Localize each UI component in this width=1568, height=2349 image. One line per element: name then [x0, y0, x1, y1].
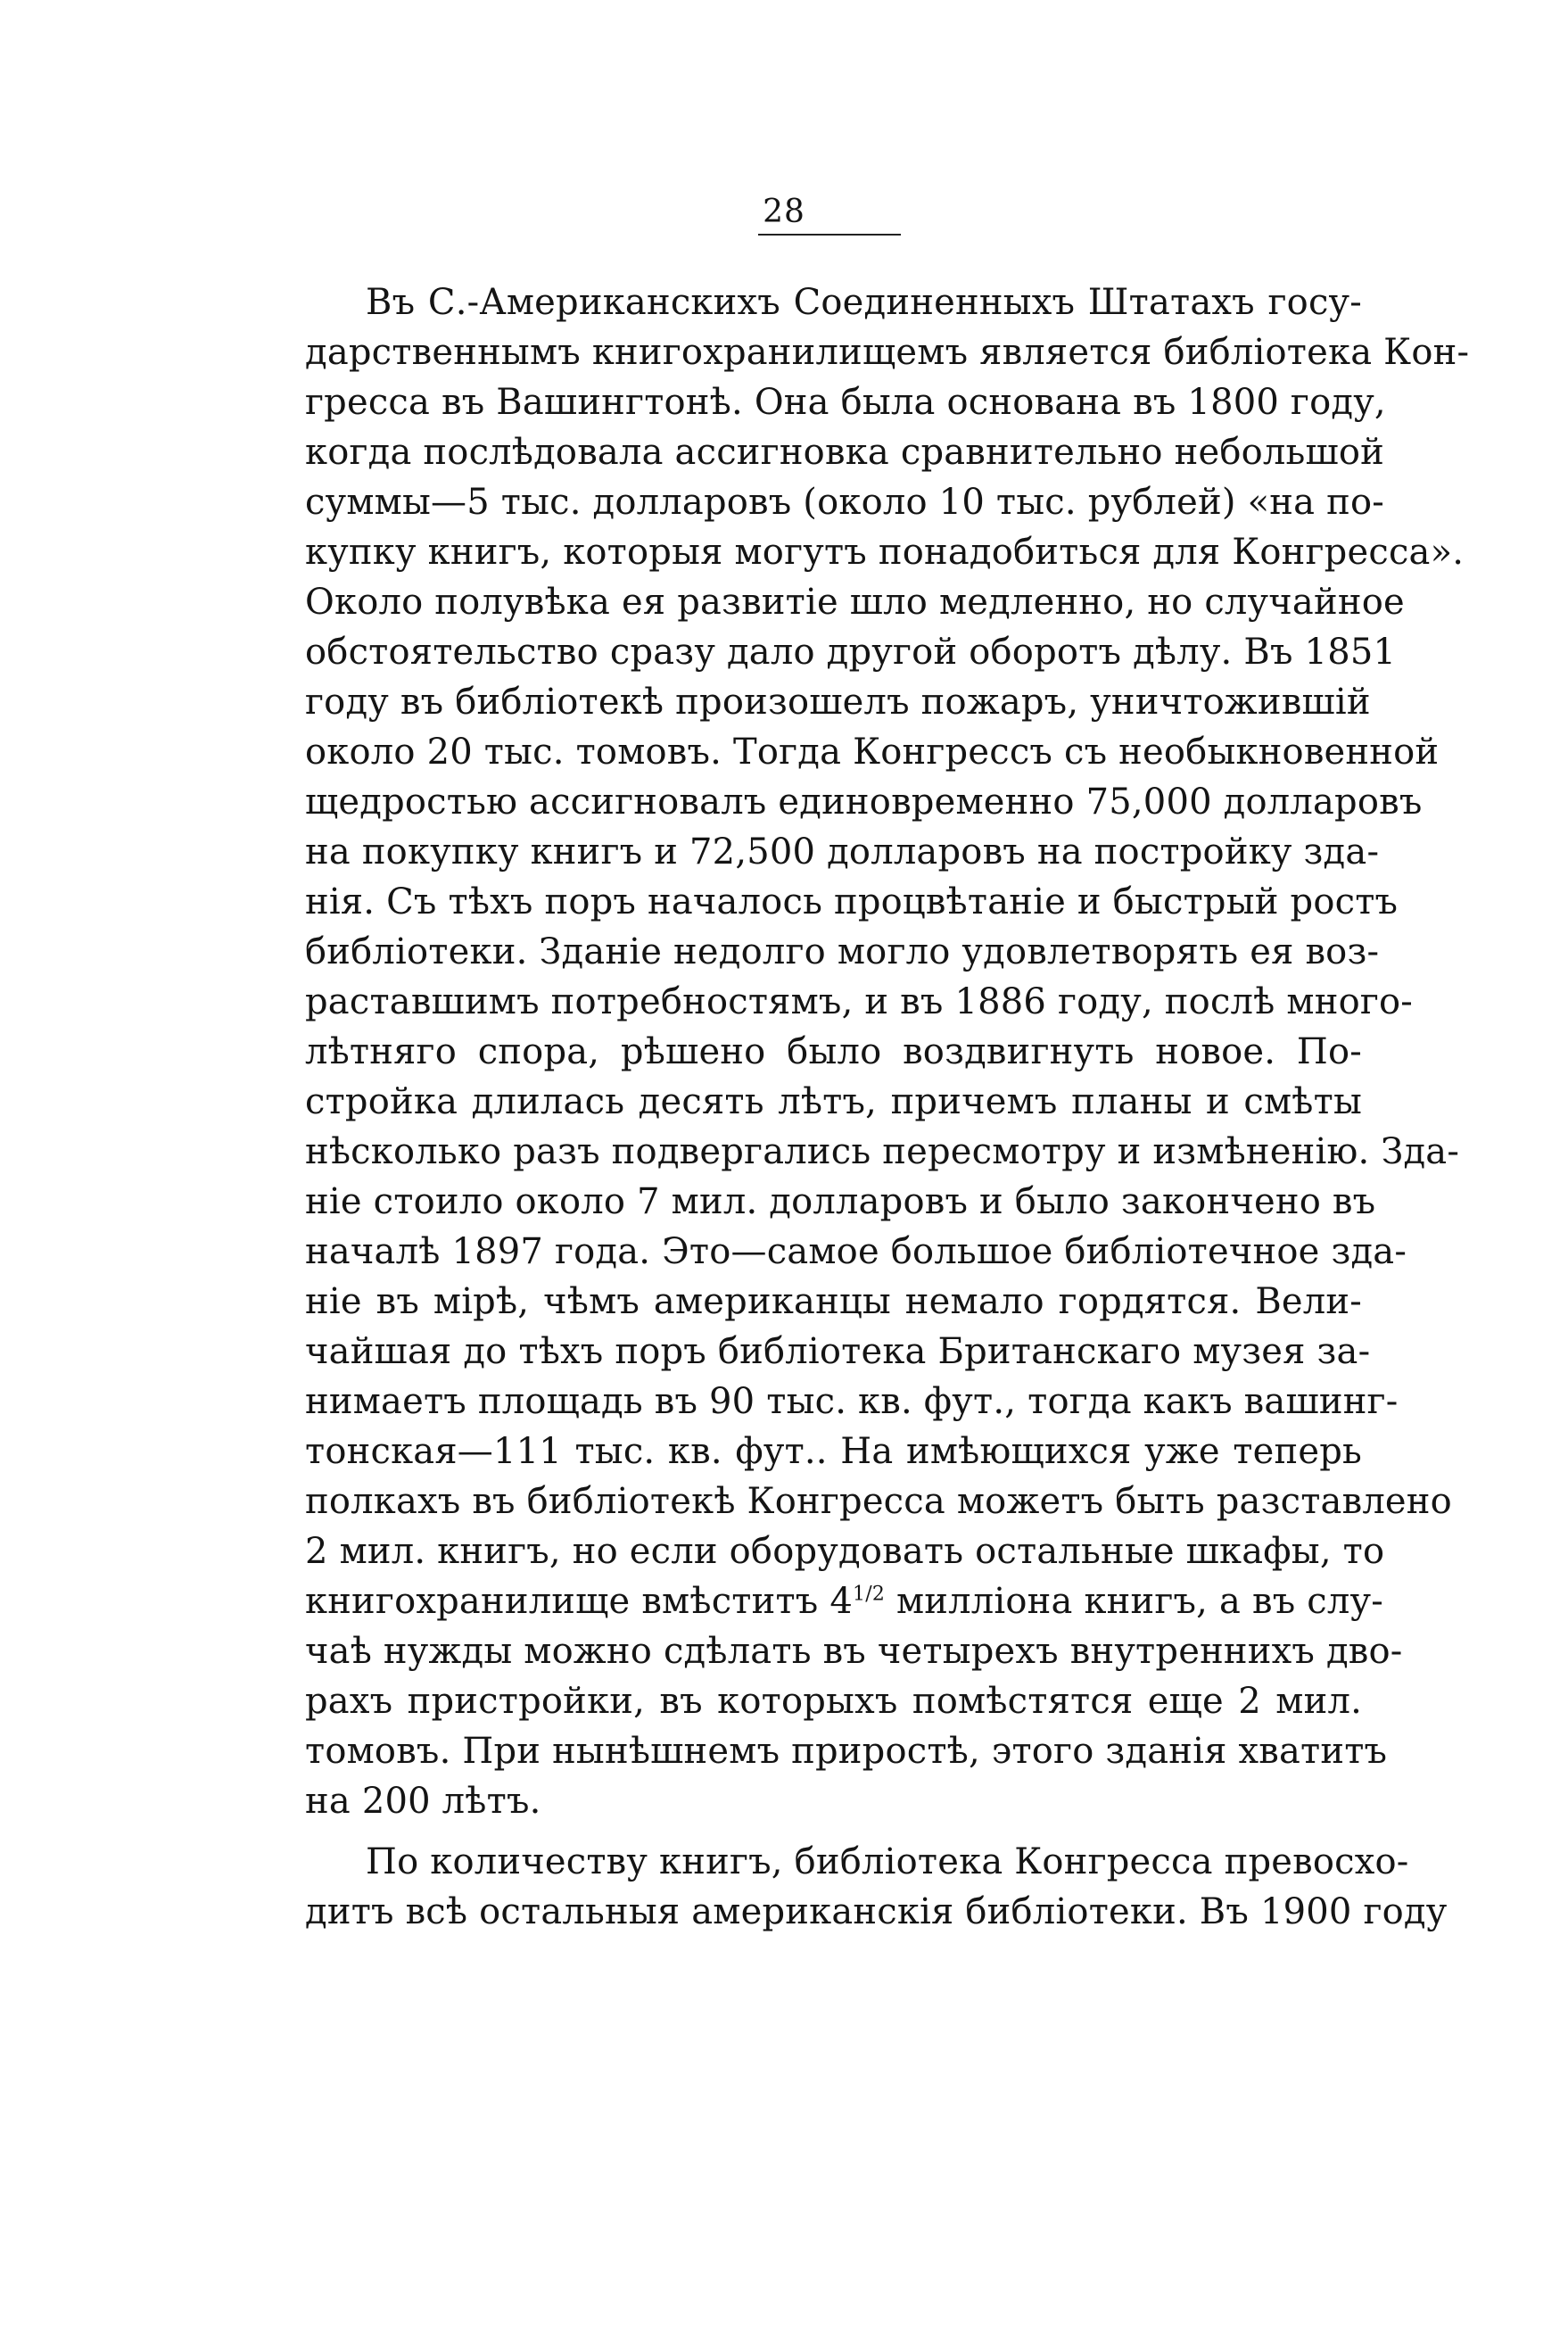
- text-line: на 200 лѣтъ.: [305, 1781, 541, 1822]
- text-line: библіотеки. Зданіе недолго могло удовлетворять ея воз-: [305, 931, 1380, 972]
- page-number-rule: [758, 234, 901, 236]
- text-line: нія. Съ тѣхъ поръ началось процвѣтаніе и быстрый ростъ: [305, 881, 1399, 922]
- text-line: нимаетъ площадь въ 90 тыс. кв. фут., тогда какъ вашинг-: [305, 1381, 1399, 1422]
- text-line: суммы—5 тыс. долларовъ (около 10 тыс. рублей) «на по-: [305, 482, 1384, 523]
- text-line: тонская—111 тыс. кв. фут.. На имѣющихся уже теперь: [305, 1431, 1362, 1472]
- text-segment: книгохранилище вмѣститъ 4: [305, 1581, 854, 1622]
- text-line: лѣтняго спора, рѣшено было воздвигнуть новое. По-: [305, 1031, 1362, 1072]
- text-line: щедростью ассигновалъ единовременно 75,000 долларовъ: [305, 782, 1423, 823]
- text-line: гресса въ Вашингтонѣ. Она была основана въ 1800 году,: [305, 382, 1386, 423]
- text-line: чайшая до тѣхъ поръ библіотека Британскаго музея за-: [305, 1331, 1371, 1372]
- text-line: По количеству книгъ, библіотека Конгресса превосхо-: [366, 1841, 1409, 1882]
- text-line: чаѣ нужды можно сдѣлать въ четырехъ внутреннихъ дво-: [305, 1631, 1403, 1672]
- text-line: томовъ. При нынѣшнемъ приростѣ, этого зданія хватитъ: [305, 1731, 1388, 1772]
- text-line: 2 мил. книгъ, но если оборудовать остальные шкафы, то: [305, 1531, 1385, 1572]
- text-line: около 20 тыс. томовъ. Тогда Конгрессъ съ необыкновенной: [305, 732, 1440, 773]
- text-line: ніе въ мірѣ, чѣмъ американцы немало гордятся. Вели-: [305, 1281, 1362, 1322]
- text-line: на покупку книгъ и 72,500 долларовъ на постройку зда-: [305, 831, 1380, 873]
- text-line: стройка длилась десять лѣтъ, причемъ планы и смѣты: [305, 1081, 1362, 1122]
- text-line: раставшимъ потребностямъ, и въ 1886 году, послѣ много-: [305, 981, 1414, 1022]
- text-line: дарственнымъ книгохранилищемъ является библіотека Кон-: [305, 332, 1470, 373]
- page-number: 28: [763, 194, 805, 230]
- text-line: началѣ 1897 года. Это—самое большое библіотечное зда-: [305, 1231, 1407, 1272]
- text-line: купку книгъ, которыя могутъ понадобиться для Конгресса».: [305, 532, 1465, 573]
- text-segment: милліона книгъ, а въ слу-: [885, 1581, 1383, 1622]
- text-line: Въ С.-Американскихъ Соединенныхъ Штатахъ госу-: [366, 282, 1362, 323]
- text-line: Около полувѣка ея развитіе шло медленно, но случайное: [305, 582, 1405, 623]
- text-line: ніе стоило около 7 мил. долларовъ и было закончено въ: [305, 1181, 1376, 1222]
- text-line: году въ библіотекѣ произошелъ пожаръ, уничтожившій: [305, 682, 1371, 723]
- text-line: обстоятельство сразу дало другой оборотъ дѣлу. Въ 1851: [305, 632, 1397, 673]
- text-line: дитъ всѣ остальныя американскія библіотеки. Въ 1900 году: [305, 1891, 1448, 1932]
- text-line: полкахъ въ библіотекѣ Конгресса можетъ быть разставлено: [305, 1481, 1452, 1522]
- text-line: когда послѣдовала ассигновка сравнительно небольшой: [305, 432, 1385, 473]
- fraction: 1/2: [853, 1583, 886, 1606]
- text-line: нѣсколько разъ подвергались пересмотру и измѣненію. Зда-: [305, 1131, 1460, 1172]
- text-line: [305, 1575, 1383, 1628]
- text-line: рахъ пристройки, въ которыхъ помѣстятся еще 2 мил.: [305, 1681, 1362, 1722]
